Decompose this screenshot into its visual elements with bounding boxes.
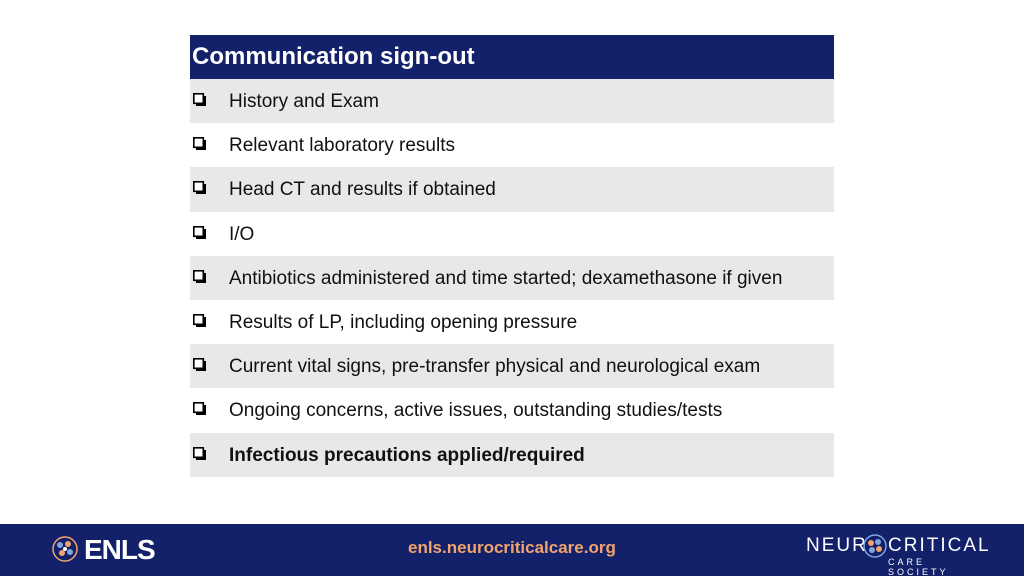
list-item — [190, 344, 834, 388]
ncs-logo-text-right: CRITICAL — [888, 535, 991, 556]
table-title: Communication sign-out — [190, 35, 834, 79]
footer-url: enls.neurocriticalcare.org — [408, 538, 616, 557]
list-item — [190, 433, 834, 477]
list-item — [190, 388, 834, 432]
list-item-label: History and Exam — [229, 91, 379, 112]
list-item-label: I/O — [229, 223, 255, 245]
list-item-label: Results of LP, including opening pressure — [229, 311, 578, 333]
list-item — [190, 79, 834, 123]
checkbox-icon — [193, 447, 206, 460]
brain-logo-icon — [52, 536, 78, 562]
list-item-label: Antibiotics administered and time started; dexamethasone if given — [229, 267, 783, 289]
footer-bar — [0, 524, 1024, 576]
list-item — [190, 256, 834, 300]
list-item — [190, 212, 834, 256]
list-item — [190, 300, 834, 344]
list-item — [190, 167, 834, 211]
checkbox-icon — [193, 181, 206, 194]
checkbox-icon — [193, 402, 206, 415]
checkbox-icon — [193, 226, 206, 239]
list-item-label: Relevant laboratory results — [229, 135, 455, 157]
list-item-label: Current vital signs, pre-transfer physical and neurological exam — [229, 356, 761, 378]
list-item — [190, 123, 834, 167]
brain-logo-icon — [863, 534, 887, 558]
ncs-logo-subtitle: CARE SOCIETY — [888, 557, 949, 577]
checkbox-icon — [193, 358, 206, 371]
sign-out-table — [190, 35, 834, 477]
list-item-label: Infectious precautions applied/required — [229, 444, 585, 466]
checkbox-icon — [193, 314, 206, 327]
checkbox-icon — [193, 93, 206, 106]
ncs-logo — [806, 535, 991, 577]
ncs-logo-text-left: NEUR — [806, 535, 868, 556]
enls-logo-text: ENLS — [84, 534, 155, 565]
list-item-label: Ongoing concerns, active issues, outstanding studies/tests — [229, 400, 723, 422]
checkbox-icon — [193, 270, 206, 283]
list-item-label: Head CT and results if obtained — [229, 179, 496, 201]
checkbox-icon — [193, 137, 206, 150]
